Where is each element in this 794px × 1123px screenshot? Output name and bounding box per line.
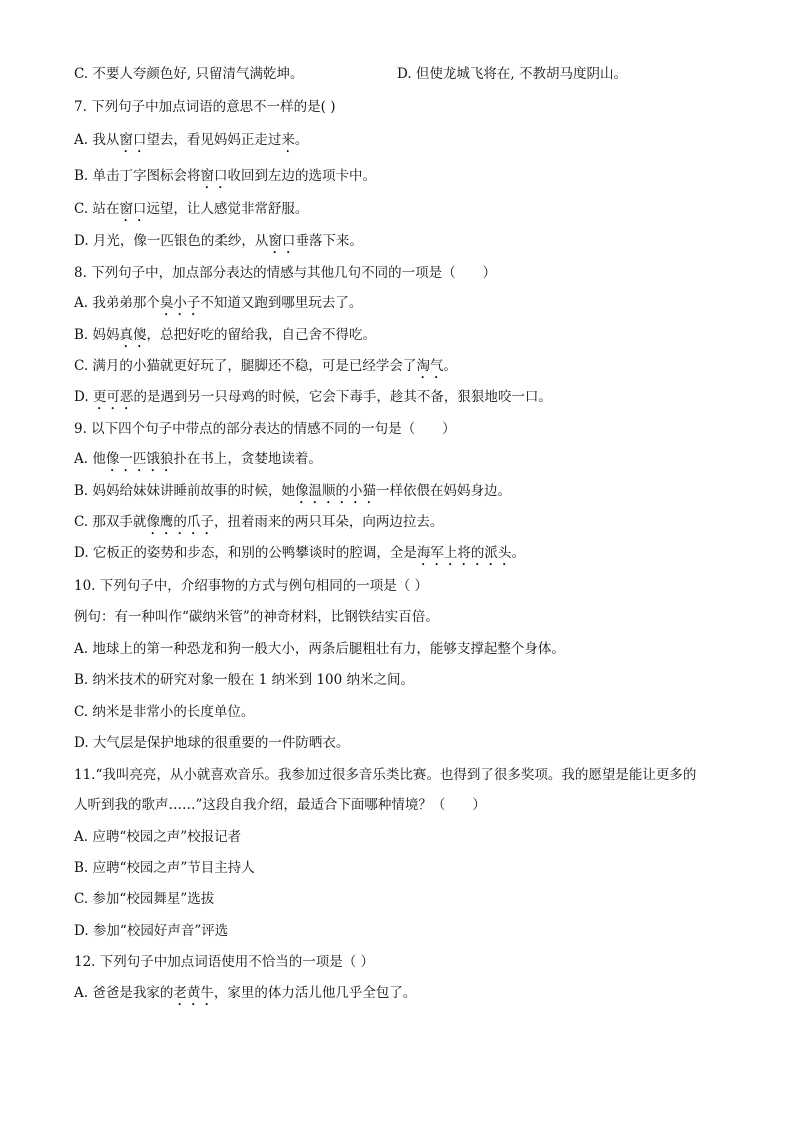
q10-stem: [74, 577, 428, 595]
text-segment: 8. 下列句子中，加点部分表达的情感与其他几句不同的一项是（ ）: [74, 265, 497, 281]
emphasized-text: 来: [281, 132, 295, 148]
emphasized-text: 像鹰的爪子: [146, 514, 214, 530]
text-segment: ，扭着雨来的两只耳朵，向两边拉去。: [213, 514, 444, 530]
text-segment: C. 那双手就: [74, 514, 147, 530]
q9-option-d: [74, 544, 525, 569]
text-segment: C. 站在: [74, 201, 120, 217]
emphasized-text: 真傻: [119, 327, 147, 343]
q8-option-a: [74, 294, 362, 319]
text-segment: 。: [511, 545, 525, 561]
text-segment: C. 参加“校园舞星”选拔: [74, 891, 215, 907]
text-segment: 不知道又跑到哪里玩去了。: [200, 295, 363, 311]
text-segment: 。: [294, 132, 309, 148]
text-segment: D. 它板正的姿势和步态，和别的公鸭攀谈时的腔调，全是: [74, 545, 417, 561]
emphasized-text: 窗口: [268, 233, 296, 249]
text-segment: A. 应聘“校园之声”校报记者: [74, 829, 242, 845]
text-segment: 7. 下列句子中加点词语的意思不一样的是( ): [74, 99, 336, 115]
text-segment: A. 他: [74, 451, 106, 467]
q10-option-c: [74, 703, 254, 721]
q8-option-c: [74, 357, 457, 382]
text-segment: C. 不要人夸颜色好, 只留清气满乾坤。: [74, 66, 304, 82]
q9-option-a: [74, 450, 322, 475]
q6-option-d: D. 但使龙城飞将在, 不教胡马度阴山。: [397, 66, 628, 82]
emphasized-text: 海军上将的派头: [416, 545, 512, 561]
text-segment: ，家里的体力活儿他几乎全包了。: [213, 985, 417, 1001]
q9-option-b: [74, 482, 511, 507]
q10-option-a: [74, 640, 565, 658]
q11-stem: [74, 766, 696, 784]
text-segment: D. 月光，像一匹银色的柔纱，从: [74, 233, 269, 249]
q9-stem: [74, 420, 456, 438]
text-segment: A. 我弟弟那个: [74, 295, 160, 311]
emphasized-text: 窗口: [119, 201, 147, 217]
q7-option-b: [74, 167, 376, 192]
emphasized-text: 更可恶: [92, 389, 134, 405]
emphasized-text: 像一匹饿狼: [105, 451, 174, 467]
text-segment: C. 纳米是非常小的长度单位。: [74, 704, 255, 720]
text-segment: A. 爸爸是我家的: [74, 985, 174, 1001]
q11-option-b: [74, 859, 255, 877]
q11-option-d: [74, 922, 228, 940]
q11-stem-continued: [74, 796, 486, 814]
q7-option-c: [74, 200, 308, 225]
q12-stem: [74, 953, 374, 971]
text-segment: 12. 下列句子中加点词语使用不恰当的一项是（ ）: [74, 954, 375, 970]
q7-option-d: [74, 232, 363, 257]
q6-option-c: [74, 65, 304, 83]
text-segment: ，总把好吃的留给我，自己舍不得吃。: [146, 327, 377, 343]
q11-option-a: [74, 828, 241, 846]
emphasized-text: 窗口: [200, 168, 228, 184]
q10-option-b: [74, 671, 414, 689]
q9-option-c: [74, 513, 443, 538]
q10-option-d: [74, 734, 349, 752]
emphasized-text: 淘气: [416, 358, 444, 374]
q8-option-d: [74, 388, 552, 413]
text-segment: 10. 下列句子中，介绍事物的方式与例句相同的一项是（ ）: [74, 578, 429, 594]
text-segment: 11.“我叫亮亮，从小就喜欢音乐。我参加过很多音乐类比赛。也得到了很多奖项。我的愿望是能让更多的: [74, 767, 697, 783]
text-segment: 的是遇到另一只母鸡的时候，它会下毒手，趁其不备，狠狠地咬一口。: [133, 389, 552, 405]
q7-option-a: [74, 131, 308, 156]
emphasized-text: 老黄牛: [173, 985, 214, 1001]
q8-option-b: [74, 326, 376, 351]
text-segment: B. 单击丁字图标会将: [74, 168, 201, 184]
text-segment: B. 妈妈给妹妹讲睡前故事的时候，她: [74, 483, 296, 499]
text-segment: D. 参加“校园好声音”评选: [74, 923, 229, 939]
text-segment: D. 大气层是保护地球的很重要的一件防晒衣。: [74, 735, 350, 751]
text-segment: 9. 以下四个句子中带点的部分表达的情感不同的一句是（ ）: [74, 421, 456, 437]
q8-stem: [74, 264, 496, 282]
text-segment: 远望，让人感觉非常舒服。: [146, 201, 309, 217]
text-segment: A. 我从: [74, 132, 120, 148]
text-segment: 人听到我的歌声……”这段自我介绍，最适合下面哪种情境？（ ）: [74, 797, 486, 813]
emphasized-text: 窗口: [119, 132, 147, 148]
text-segment: C. 满月的小猫就更好玩了，腿脚还不稳，可是已经学会了: [74, 358, 417, 374]
text-segment: A. 地球上的第一种恐龙和狗一般大小，两条后腿粗壮有力，能够支撑起整个身体。: [74, 641, 565, 657]
text-segment: 扑在书上，贪婪地读着。: [173, 451, 322, 467]
q12-option-a: [74, 984, 416, 1009]
q11-option-c: [74, 890, 214, 908]
emphasized-text: 像温顺的小猫: [295, 483, 377, 499]
q7-stem: [74, 98, 336, 116]
text-segment: 一样依偎在妈妈身边。: [376, 483, 512, 499]
text-segment: 垂落下来。: [295, 233, 363, 249]
text-segment: 例句：有一种叫作“碳纳米管”的神奇材料，比钢铁结实百倍。: [74, 609, 439, 625]
text-segment: 望去，看见妈妈正走过: [146, 132, 282, 148]
text-segment: B. 纳米技术的研究对象一般在 1 纳米到 100 纳米之间。: [74, 672, 415, 688]
text-segment: B. 妈妈: [74, 327, 120, 343]
emphasized-text: 臭小子: [159, 295, 201, 311]
text-segment: B. 应聘“校园之声”节目主持人: [74, 860, 255, 876]
q10-example: [74, 608, 439, 626]
text-segment: D.: [74, 389, 93, 405]
text-segment: 。: [443, 358, 457, 374]
text-segment: 收回到左边的选项卡中。: [227, 168, 377, 184]
